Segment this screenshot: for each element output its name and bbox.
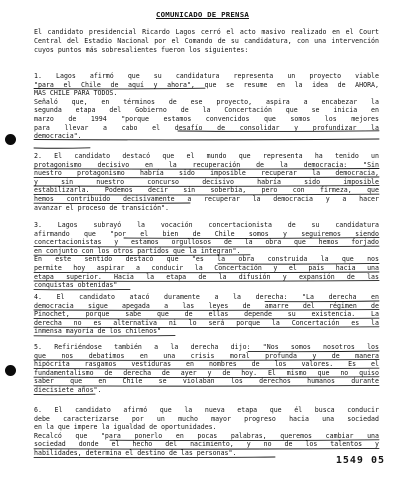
p3-line: concertacionistas y estamos orgullosos de la obra que hemos forjado (34, 238, 379, 247)
p5-line: diecisiete años". (34, 385, 102, 394)
p2-line: hemos contribuido decisivamente a recuperar la democracia y a hacer (34, 194, 379, 203)
paragraph-2 (34, 152, 379, 212)
p5-line: hipócrita rasgamos vestiduras en nombres de los valores. Es el (34, 360, 379, 369)
document-number-stamp: 1549 05 (335, 455, 385, 466)
p3-line: En este sentido destacó que "es la obra construida la que nos (34, 255, 379, 264)
intro-paragraph: El candidato presidencial Ricardo Lagos cerró el acto masivo realizado en el Court Central del Estadio Nacional por el Comando de su candidatura, con una intervención cuyos puntos más sobresalientes fueron los siguientes: (34, 28, 379, 55)
p1-line: para llevar a cabo el desafío de consolidar y profundizar la (34, 123, 379, 132)
document-title: COMUNICADO DE PRENSA (156, 10, 249, 19)
p4-line: inmensa mayoría de los chilenos" (34, 327, 162, 336)
paragraph-1 (34, 72, 379, 141)
p4-line: 4. El candidato atacó duramente a la derecha: "La derecha en (34, 293, 379, 301)
p1-line: MÁS CHILE PARA TODOS. (34, 89, 118, 98)
p6-line: sociedad donde el hecho del nacimiento, y no de los talentos y (34, 440, 379, 449)
p6-line: habilidades, determina el destino de las personas". (34, 448, 237, 457)
p1-line: segunda etapa del Gobierno de la Concertación que se inicia en (34, 106, 379, 115)
p1-line: 1. Lagos afirmó que su candidatura representa un proyecto viable (34, 72, 379, 80)
p3-line: 3. Lagos subrayó la vocación concertacionista de su candidatura (34, 221, 379, 229)
p1-line: Señaló que, en términos de ese proyecto, aspira a encabezar la (34, 97, 379, 106)
p1-line: "para el Chile de aquí y ahora", que se resume en la idea de AHORA, (34, 80, 379, 89)
p6-line: en la que impere la igualdad de oportunidades. (34, 423, 217, 432)
p1-line: democracia". (34, 132, 82, 141)
p6-line: Recalcó que "para ponerlo en pocas palabras, queremos cambiar una (34, 431, 379, 440)
p2-line: y sin nuestro concurso decisivo habría sido imposible (34, 177, 379, 186)
p2-line: nuestro protagonismo habría sido imposible recuperar la democracia, (34, 169, 379, 178)
paragraph-4 (34, 293, 379, 336)
p3-line: en conjunto con los otros partidos que la integran". (34, 246, 241, 255)
p6-line: 6. El candidato afirmó que la nueva etapa que él busca conducir (34, 406, 379, 414)
p3-line: afirmando que "por el bien de Chile somos y seguiremos siendo (34, 229, 379, 238)
p6-line: debe caracterizarse por un mucho mayor progreso hacia una sociedad (34, 414, 379, 423)
punch-hole (5, 134, 16, 145)
p2-line: 2. El candidato destacó que el mundo que representa ha tenido un (34, 152, 379, 160)
p5-line: fundamentalismo de derecha de ayer y de hoy. El mismo que no quiso (34, 368, 379, 377)
p1-line: marzo de 1994 "porque estamos convencidos que somos los mejores (34, 114, 379, 123)
p3-line: permite hoy aspirar a conducir la Concertación y el país hacia una (34, 263, 379, 272)
p3-line: conquistas obtenidas" (34, 281, 118, 290)
p4-line: derecha no es alternativa ni lo será porque la Concertación es la (34, 318, 379, 327)
p4-line: Pinochet, porque sabe que de ellas depende su existencia. La (34, 310, 379, 319)
paragraph-6 (34, 406, 379, 458)
paragraph-5 (34, 343, 379, 395)
p3-line: etapa superior. Hacia la etapa de la difusión y expansión de las (34, 272, 379, 281)
p5-line: saber que en Chile se violaban los derechos humanos durante (34, 377, 379, 386)
punch-hole (5, 365, 16, 376)
paragraph-3 (34, 221, 379, 290)
p4-line: democracia sigue apegada a las leyes de amarre del régimen de (34, 301, 379, 310)
p2-line: estabilizarla. Podemos decir sin soberbia, pero con firmeza, que (34, 186, 379, 195)
p2-line: avanzar el proceso de transición". (34, 203, 169, 212)
p5-line: que nos debatimos en una crisis moral profunda y de manera (34, 351, 379, 360)
p5-line: 5. Refiriéndose también a la derecha dijo: "Nos somos nosotros los (34, 343, 379, 351)
p2-line: protagonismo decisivo en la recuperación de la democracia: "Sin (34, 160, 379, 169)
